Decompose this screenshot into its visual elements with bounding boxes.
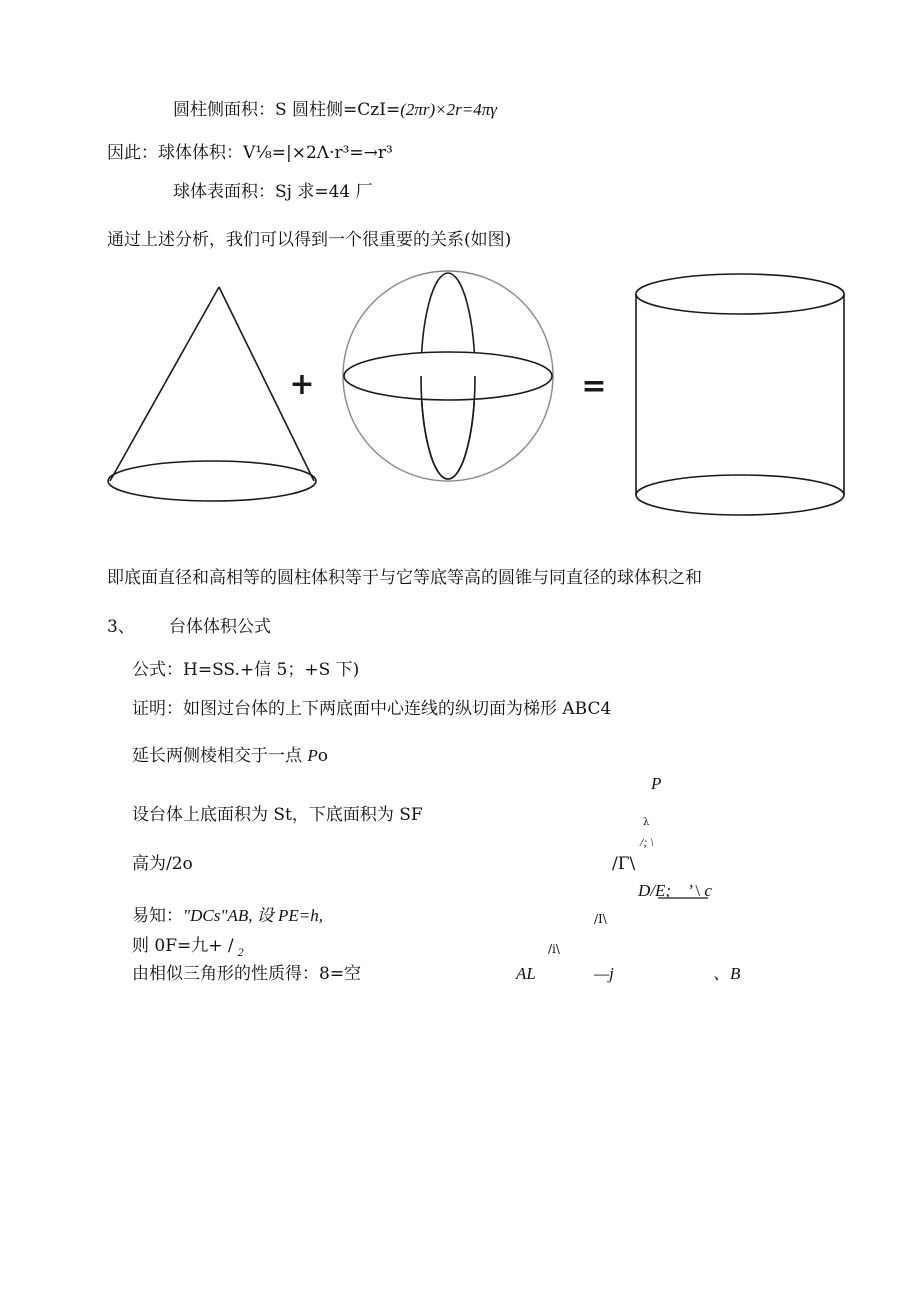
sketch-underline (658, 897, 710, 901)
cylinder-side-area-label: 圆柱侧面积：S 圆柱侧=CzI= (173, 100, 401, 120)
sketch-row-2: /Γ\ (612, 854, 636, 874)
extend-line (132, 745, 328, 767)
cylinder-top-ellipse (636, 274, 844, 314)
cylinder-bottom-ellipse (636, 475, 844, 515)
extend-prefix: 延长两侧棱相交于一点 (132, 746, 308, 766)
sketch-p: P (651, 774, 662, 793)
cylinder-shape (636, 274, 844, 515)
cylinder-side-area-formula: (2πr)×2r=4πγ (400, 100, 497, 119)
point-p: P (307, 746, 318, 765)
proof-line: 证明：如图过台体的上下两底面中心连线的纵切面为梯形 ABC4 (132, 699, 612, 719)
sphere-surface-area-line: 球体表面积：Sj 求=44 厂 (173, 182, 373, 202)
sketch-c: c (704, 881, 712, 900)
plus-sign: + (289, 367, 315, 402)
section-3-title: 台体体积公式 (169, 617, 271, 637)
easy-italic: "DCs"AB, 设 PE=h, (183, 906, 324, 925)
sphere-horizontal-ellipse (344, 352, 552, 400)
sphere-shape (343, 271, 553, 481)
sketch-row-1: /; \ (640, 835, 654, 849)
sketch-dash-j: —j (594, 964, 614, 983)
cone-sphere-cylinder-figure (0, 270, 920, 530)
sketch-al: AL (516, 964, 536, 983)
height-line: 高为/2o (132, 854, 193, 874)
sketch-bar: \ (695, 881, 701, 900)
section-3-number: 3、 (107, 617, 135, 637)
formula-line: 公式：H=SS.+信 5；+S 下) (132, 660, 360, 680)
relation-intro: 通过上述分析，我们可以得到一个很重要的关系(如图) (107, 230, 512, 250)
easy-prefix: 易知： (132, 906, 183, 926)
conclusion-line: 即底面直径和高相等的圆柱体积等于与它等底等高的圆锥与同直径的球体积之和 (107, 568, 702, 588)
then-line (132, 935, 244, 959)
cone-base-ellipse (108, 461, 316, 501)
equals-sign: = (581, 369, 607, 404)
cone-shape (108, 287, 316, 501)
then-subscript: 2 (237, 945, 244, 959)
sketch-b: 、B (713, 964, 741, 983)
sketch-de: D/E; (638, 881, 672, 900)
sketch-tick: ’ (687, 881, 692, 900)
sketch-row-5: /i\ (548, 942, 560, 956)
set-area-line: 设台体上底面积为 St，下底面积为 SF (132, 805, 423, 825)
easy-line (132, 905, 323, 927)
cylinder-side-area-line (173, 99, 497, 121)
sphere-volume-line: 因此：球体体积：V⅛=|×2Λ·r³=→r³ (107, 143, 393, 163)
sketch-lambda: λ (643, 817, 650, 828)
cone-left-edge (110, 287, 219, 481)
extend-suffix: o (317, 746, 329, 766)
then-text: 则 0F=九+ / (132, 936, 234, 956)
sketch-row-4: /I\ (594, 912, 607, 926)
similar-line: 由相似三角形的性质得：8=空 (132, 964, 362, 984)
